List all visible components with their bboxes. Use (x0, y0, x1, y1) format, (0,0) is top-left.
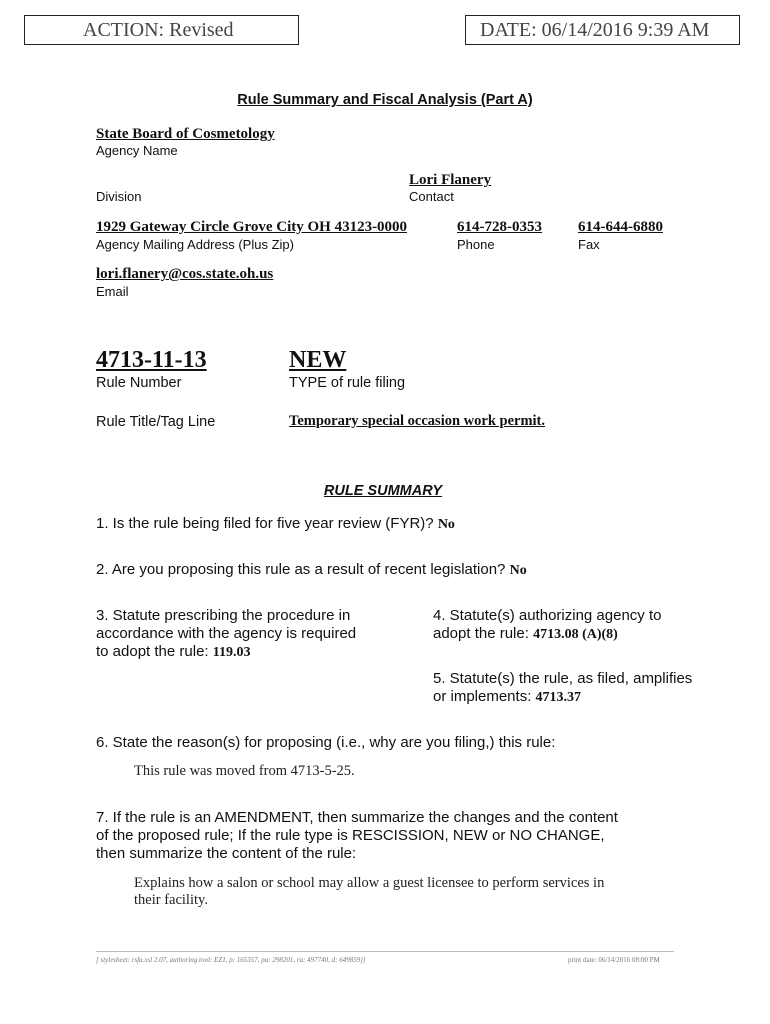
rule-type-label: TYPE of rule filing (289, 375, 406, 391)
answer-7-line: their facility. (134, 892, 208, 908)
answer-5: 4713.37 (535, 690, 582, 705)
question-7 (96, 809, 696, 863)
fax-label: Fax (578, 237, 600, 252)
division-label: Division (96, 189, 142, 204)
question-1 (96, 515, 455, 534)
answer-2: No (509, 563, 527, 578)
question-5 (433, 670, 753, 707)
agency-address: 1929 Gateway Circle Grove City OH 43123-0000 (96, 219, 408, 235)
question-7-line: of the proposed rule; If the rule type is RESCISSION, NEW or NO CHANGE, (96, 827, 605, 844)
question-2-text: 2. Are you proposing this rule as a result of recent legislation? (96, 561, 506, 578)
question-4 (433, 607, 753, 644)
rule-summary-heading: RULE SUMMARY (323, 483, 443, 499)
question-4-line-last: adopt the rule: 4713.08 (A)(8) (433, 625, 618, 642)
action-text: ACTION: Revised (83, 19, 234, 41)
question-5-line: 5. Statute(s) the rule, as filed, amplifies (433, 670, 693, 687)
question-3 (96, 607, 416, 662)
question-5-line-last: or implements: 4713.37 (433, 688, 582, 705)
question-3-line-last: to adopt the rule: 119.03 (96, 643, 251, 660)
phone-label: Phone (457, 237, 495, 252)
answer-1: No (437, 517, 455, 532)
action-box (24, 15, 299, 45)
rule-type: NEW (289, 347, 347, 373)
contact-name: Lori Flanery (409, 172, 492, 188)
rule-number: 4713-11-13 (96, 347, 207, 373)
email-label: Email (96, 284, 129, 299)
answer-7 (134, 875, 694, 909)
footer-print-date: print date: 06/14/2016 08:00 PM (568, 956, 660, 964)
answer-3: 119.03 (212, 645, 251, 660)
question-1-text: 1. Is the rule being filed for five year review (FYR)? (96, 515, 434, 532)
question-4-line: 4. Statute(s) authorizing agency to (433, 607, 662, 624)
question-3-line: accordance with the agency is required (96, 625, 357, 642)
agency-fax: 614-644-6880 (578, 219, 663, 235)
contact-label: Contact (409, 189, 454, 204)
question-6: 6. State the reason(s) for proposing (i.e., why are you filing,) this rule: (96, 734, 556, 751)
address-label: Agency Mailing Address (Plus Zip) (96, 237, 294, 252)
agency-phone: 614-728-0353 (457, 219, 542, 235)
question-3-line: 3. Statute prescribing the procedure in (96, 607, 351, 624)
page-title: Rule Summary and Fiscal Analysis (Part A) (237, 92, 533, 108)
question-2 (96, 561, 527, 580)
footer-stylesheet-info: [ stylesheet: rsfa.xsl 2.07, authoring tool: EZ1, p: 165357, pa: 298201, ra: 497740, d: 649859)] (96, 956, 366, 964)
question-7-line: 7. If the rule is an AMENDMENT, then summarize the changes and the content (96, 809, 618, 826)
agency-name: State Board of Cosmetology (96, 126, 275, 142)
date-box (465, 15, 740, 45)
agency-email[interactable]: lori.flanery@cos.state.oh.us (96, 266, 274, 282)
rule-title-label: Rule Title/Tag Line (96, 414, 216, 430)
footer-rule (96, 951, 674, 952)
question-7-line: then summarize the content of the rule: (96, 845, 357, 862)
answer-6: This rule was moved from 4713-5-25. (134, 763, 355, 779)
rule-title: Temporary special occasion work permit. (289, 413, 546, 429)
agency-name-label: Agency Name (96, 143, 178, 158)
answer-7-line: Explains how a salon or school may allow a guest licensee to perform services in (134, 875, 605, 891)
answer-4: 4713.08 (A)(8) (533, 627, 618, 642)
date-text: DATE: 06/14/2016 9:39 AM (480, 19, 710, 41)
rule-number-label: Rule Number (96, 375, 182, 391)
